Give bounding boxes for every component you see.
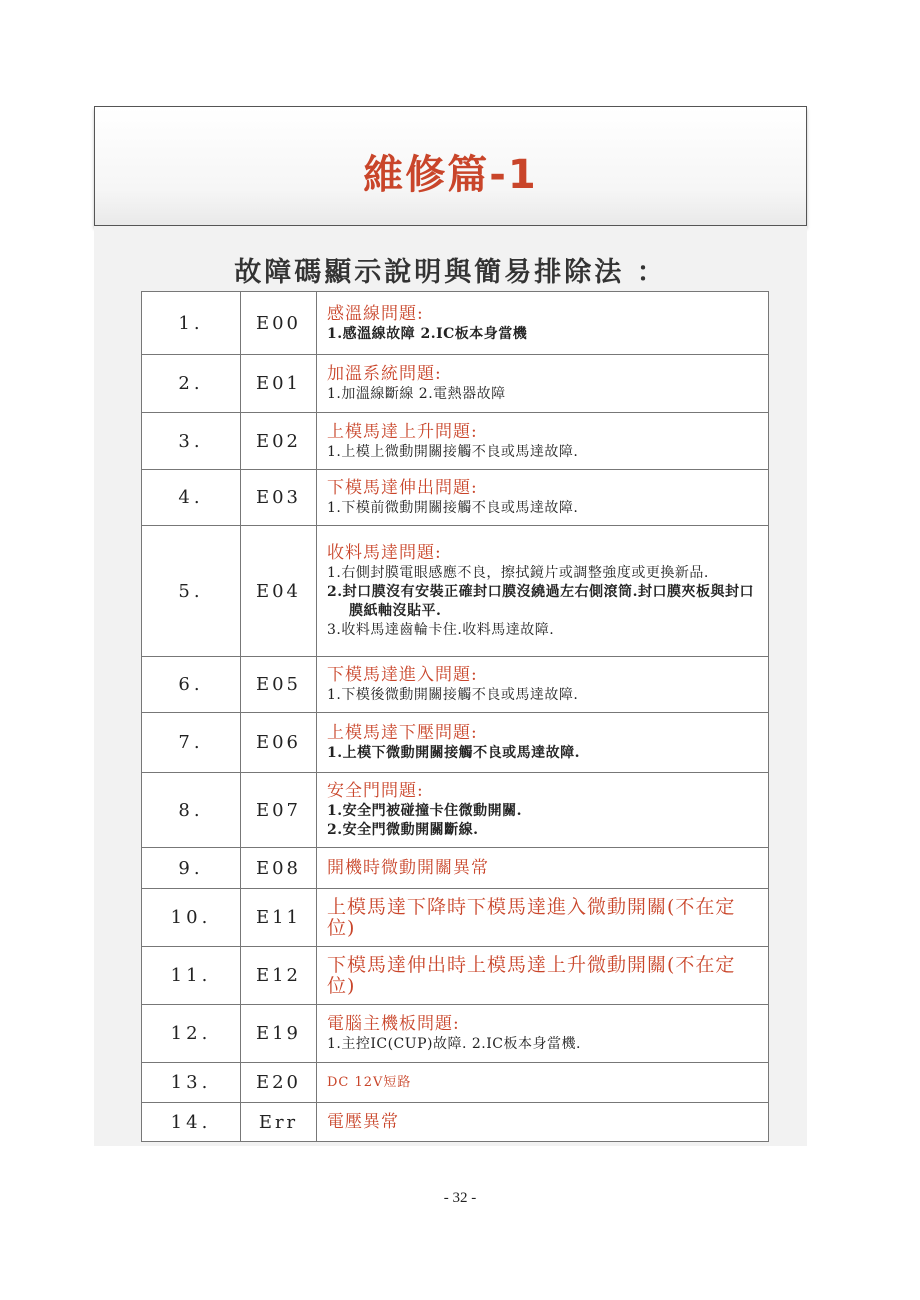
table-row bbox=[142, 1063, 769, 1103]
error-code: E08 bbox=[241, 848, 317, 889]
table-row bbox=[142, 1103, 769, 1142]
error-description bbox=[317, 947, 769, 1005]
table-row bbox=[142, 773, 769, 848]
table-row bbox=[142, 355, 769, 413]
error-code: E06 bbox=[241, 713, 317, 773]
error-heading: 下模馬達伸出問題: bbox=[327, 478, 478, 498]
error-heading: 電壓異常 bbox=[327, 1112, 399, 1132]
error-description bbox=[317, 1103, 769, 1142]
table-row bbox=[142, 470, 769, 526]
table-row bbox=[142, 889, 769, 947]
error-description bbox=[317, 713, 769, 773]
error-detail-line: 1.感溫線故障 2.IC板本身當機 bbox=[327, 325, 528, 342]
error-detail-line: 2.封口膜沒有安裝正確封口膜沒繞過左右側滾筒.封口膜夾板與封口膜紙軸沒貼平. bbox=[327, 584, 754, 619]
error-description bbox=[317, 526, 769, 657]
error-code: E11 bbox=[241, 889, 317, 947]
error-heading: 下模馬達進入問題: bbox=[327, 665, 478, 685]
error-heading: 安全門問題: bbox=[327, 781, 424, 801]
row-number: 4. bbox=[142, 470, 241, 526]
row-number: 12. bbox=[142, 1005, 241, 1063]
error-heading: 開機時微動開關異常 bbox=[327, 858, 489, 878]
error-detail-line: 2.安全門微動開關斷線. bbox=[327, 822, 479, 838]
row-number: 2. bbox=[142, 355, 241, 413]
error-description bbox=[317, 657, 769, 713]
row-number: 7. bbox=[142, 713, 241, 773]
error-detail-line: 1.上模下微動開關接觸不良或馬達故障. bbox=[327, 745, 580, 761]
error-code: E01 bbox=[241, 355, 317, 413]
error-code: E04 bbox=[241, 526, 317, 657]
error-description bbox=[317, 889, 769, 947]
error-detail-line: 1.上模上微動開關接觸不良或馬達故障. bbox=[327, 443, 579, 460]
error-code: E20 bbox=[241, 1063, 317, 1103]
error-code: E19 bbox=[241, 1005, 317, 1063]
error-code-table bbox=[141, 291, 769, 1142]
title-box bbox=[94, 106, 807, 226]
error-heading: 收料馬達問題: bbox=[327, 543, 442, 563]
table-row bbox=[142, 1005, 769, 1063]
section-subtitle: 故障碼顯示說明與簡易排除法 ： bbox=[234, 257, 667, 288]
row-number: 11. bbox=[142, 947, 241, 1005]
error-heading: 加溫系統問題: bbox=[327, 364, 442, 384]
error-heading: 下模馬達伸出時上模馬達上升微動開關(不在定位) bbox=[327, 953, 736, 997]
error-description bbox=[317, 1063, 769, 1103]
error-heading: DC 12V短路 bbox=[327, 1074, 412, 1090]
row-number: 5. bbox=[142, 526, 241, 657]
error-code: E07 bbox=[241, 773, 317, 848]
row-number: 1. bbox=[142, 292, 241, 355]
error-heading: 上模馬達下壓問題: bbox=[327, 723, 478, 743]
error-detail-line: 1.安全門被碰撞卡住微動開關. bbox=[327, 803, 522, 819]
error-description bbox=[317, 292, 769, 355]
error-description bbox=[317, 355, 769, 413]
error-description bbox=[317, 413, 769, 470]
error-code: E05 bbox=[241, 657, 317, 713]
error-code: E00 bbox=[241, 292, 317, 355]
page-title: 維修篇-1 bbox=[363, 152, 538, 198]
row-number: 9. bbox=[142, 848, 241, 889]
table-row bbox=[142, 657, 769, 713]
error-description bbox=[317, 773, 769, 848]
table-row bbox=[142, 947, 769, 1005]
error-heading: 電腦主機板問題: bbox=[327, 1014, 460, 1034]
table-row bbox=[142, 848, 769, 889]
error-code: E02 bbox=[241, 413, 317, 470]
error-detail-line: 1.下模前微動開關接觸不良或馬達故障. bbox=[327, 500, 579, 516]
error-detail-line: 3.收料馬達齒輪卡住.收料馬達故障. bbox=[327, 622, 555, 638]
error-heading: 上模馬達上升問題: bbox=[327, 421, 478, 442]
error-heading: 感溫線問題: bbox=[327, 303, 424, 324]
error-code: Err bbox=[241, 1103, 317, 1142]
error-heading: 上模馬達下降時下模馬達進入微動開關(不在定位) bbox=[327, 895, 736, 939]
error-detail-line: 1.下模後微動開關接觸不良或馬達故障. bbox=[327, 687, 579, 703]
page-number: - 32 - bbox=[443, 1190, 477, 1206]
row-number: 13. bbox=[142, 1063, 241, 1103]
row-number: 10. bbox=[142, 889, 241, 947]
row-number: 14. bbox=[142, 1103, 241, 1142]
error-detail-line: 1.加溫線斷線 2.電熱器故障 bbox=[327, 386, 506, 402]
error-detail-line: 1.主控IC(CUP)故障. 2.IC板本身當機. bbox=[327, 1036, 581, 1052]
row-number: 6. bbox=[142, 657, 241, 713]
table-row bbox=[142, 292, 769, 355]
table-row bbox=[142, 413, 769, 470]
table-row bbox=[142, 526, 769, 657]
row-number: 8. bbox=[142, 773, 241, 848]
error-detail-line: 1.右側封膜電眼感應不良，擦拭鏡片或調整強度或更換新品. bbox=[327, 565, 709, 581]
error-description bbox=[317, 1005, 769, 1063]
error-code: E03 bbox=[241, 470, 317, 526]
error-description bbox=[317, 848, 769, 889]
row-number: 3. bbox=[142, 413, 241, 470]
table-row bbox=[142, 713, 769, 773]
error-description bbox=[317, 470, 769, 526]
error-code: E12 bbox=[241, 947, 317, 1005]
